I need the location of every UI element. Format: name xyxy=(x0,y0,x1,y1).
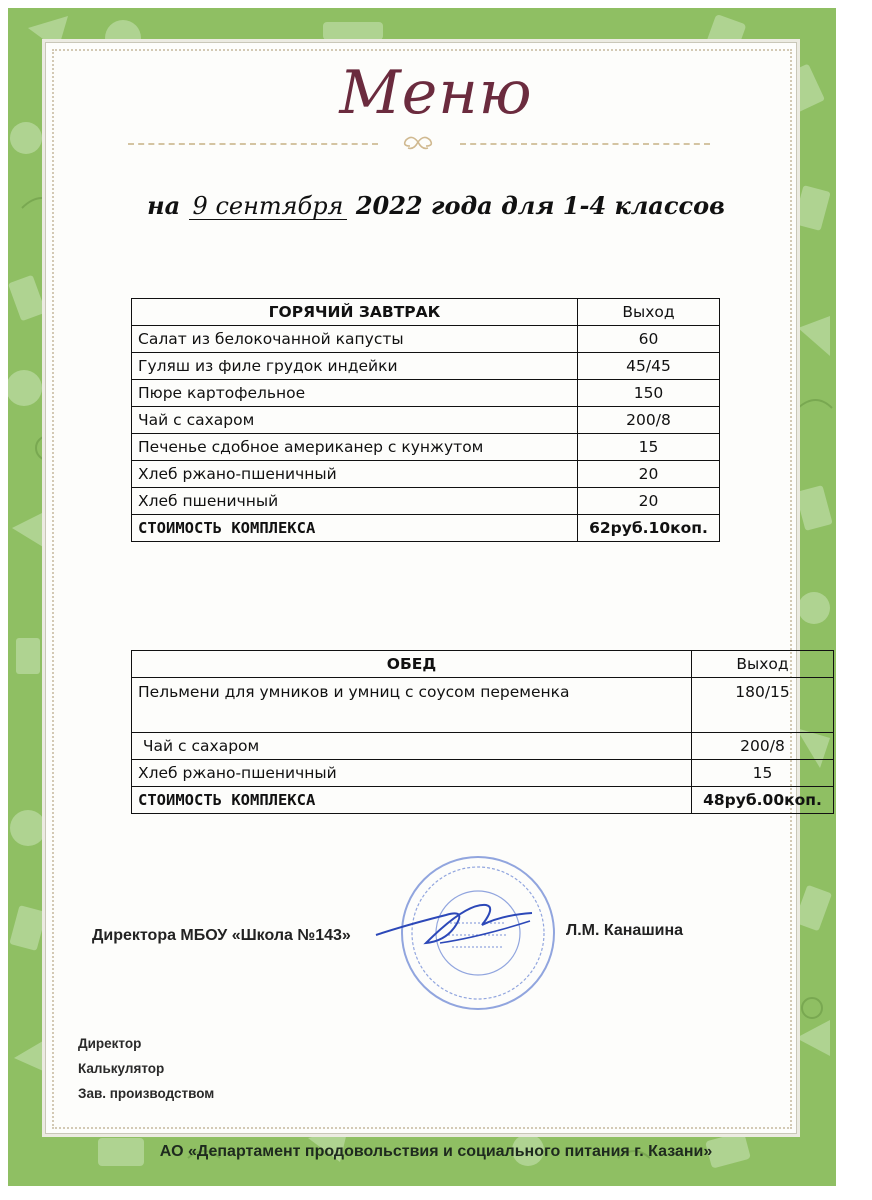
dish-name: Хлеб ржано-пшеничный xyxy=(132,760,692,787)
breakfast-table xyxy=(131,298,720,542)
dish-yield: 150 xyxy=(578,380,720,407)
total-label: СТОИМОСТЬ КОМПЛЕКСА xyxy=(132,515,578,542)
table-row xyxy=(132,326,720,353)
column-header-name: ГОРЯЧИЙ ЗАВТРАК xyxy=(132,299,578,326)
menu-date: 9 сентября xyxy=(189,193,348,220)
dish-yield: 20 xyxy=(578,461,720,488)
staff-production-head: Зав. производством xyxy=(78,1086,215,1101)
table-row xyxy=(132,488,720,515)
column-header-yield: Выход xyxy=(692,651,834,678)
total-label: СТОИМОСТЬ КОМПЛЕКСА xyxy=(132,787,692,814)
total-value: 48руб.00коп. xyxy=(692,787,834,814)
handwritten-signature-icon xyxy=(370,885,540,955)
subtitle-suffix: 2022 года для 1-4 классов xyxy=(355,191,725,220)
table-row xyxy=(132,434,720,461)
dish-yield: 200/8 xyxy=(692,733,834,760)
ornament-icon xyxy=(398,131,438,153)
dish-name: Салат из белокочанной капусты xyxy=(132,326,578,353)
dish-yield: 15 xyxy=(692,760,834,787)
dish-yield: 15 xyxy=(578,434,720,461)
dish-yield: 180/15 xyxy=(692,678,834,733)
table-header-row xyxy=(132,651,834,678)
dish-yield: 20 xyxy=(578,488,720,515)
title-divider-left xyxy=(128,143,378,145)
dish-yield: 60 xyxy=(578,326,720,353)
dish-yield: 200/8 xyxy=(578,407,720,434)
menu-title: Меню xyxy=(339,58,533,128)
total-row xyxy=(132,787,834,814)
table-row xyxy=(132,353,720,380)
column-header-name: ОБЕД xyxy=(132,651,692,678)
subtitle-prefix: на xyxy=(147,191,181,220)
table-row xyxy=(132,407,720,434)
staff-director: Директор xyxy=(78,1036,142,1051)
dish-name: Гуляш из филе грудок индейки xyxy=(132,353,578,380)
lunch-table xyxy=(131,650,834,814)
menu-subtitle xyxy=(0,191,872,220)
total-row xyxy=(132,515,720,542)
director-name: Л.М. Канашина xyxy=(566,922,684,939)
staff-calculator: Калькулятор xyxy=(78,1061,165,1076)
table-header-row xyxy=(132,299,720,326)
dish-name: Хлеб пшеничный xyxy=(132,488,578,515)
title-divider-right xyxy=(460,143,710,145)
table-row xyxy=(132,461,720,488)
dish-name: Пюре картофельное xyxy=(132,380,578,407)
dish-name: Чай с сахаром xyxy=(132,733,692,760)
dish-name: Печенье сдобное американер с кунжутом xyxy=(132,434,578,461)
table-row xyxy=(132,678,834,733)
dish-name: Хлеб ржано-пшеничный xyxy=(132,461,578,488)
footer-organization: АО «Департамент продовольствия и социального питания г. Казани» xyxy=(159,1143,713,1160)
table-row xyxy=(132,760,834,787)
dish-yield: 45/45 xyxy=(578,353,720,380)
director-position: Директора МБОУ «Школа №143» xyxy=(92,927,351,944)
table-row xyxy=(132,380,720,407)
total-value: 62руб.10коп. xyxy=(578,515,720,542)
table-row xyxy=(132,733,834,760)
dish-name: Пельмени для умников и умниц с соусом переменка xyxy=(132,678,692,733)
column-header-yield: Выход xyxy=(578,299,720,326)
dish-name: Чай с сахаром xyxy=(132,407,578,434)
